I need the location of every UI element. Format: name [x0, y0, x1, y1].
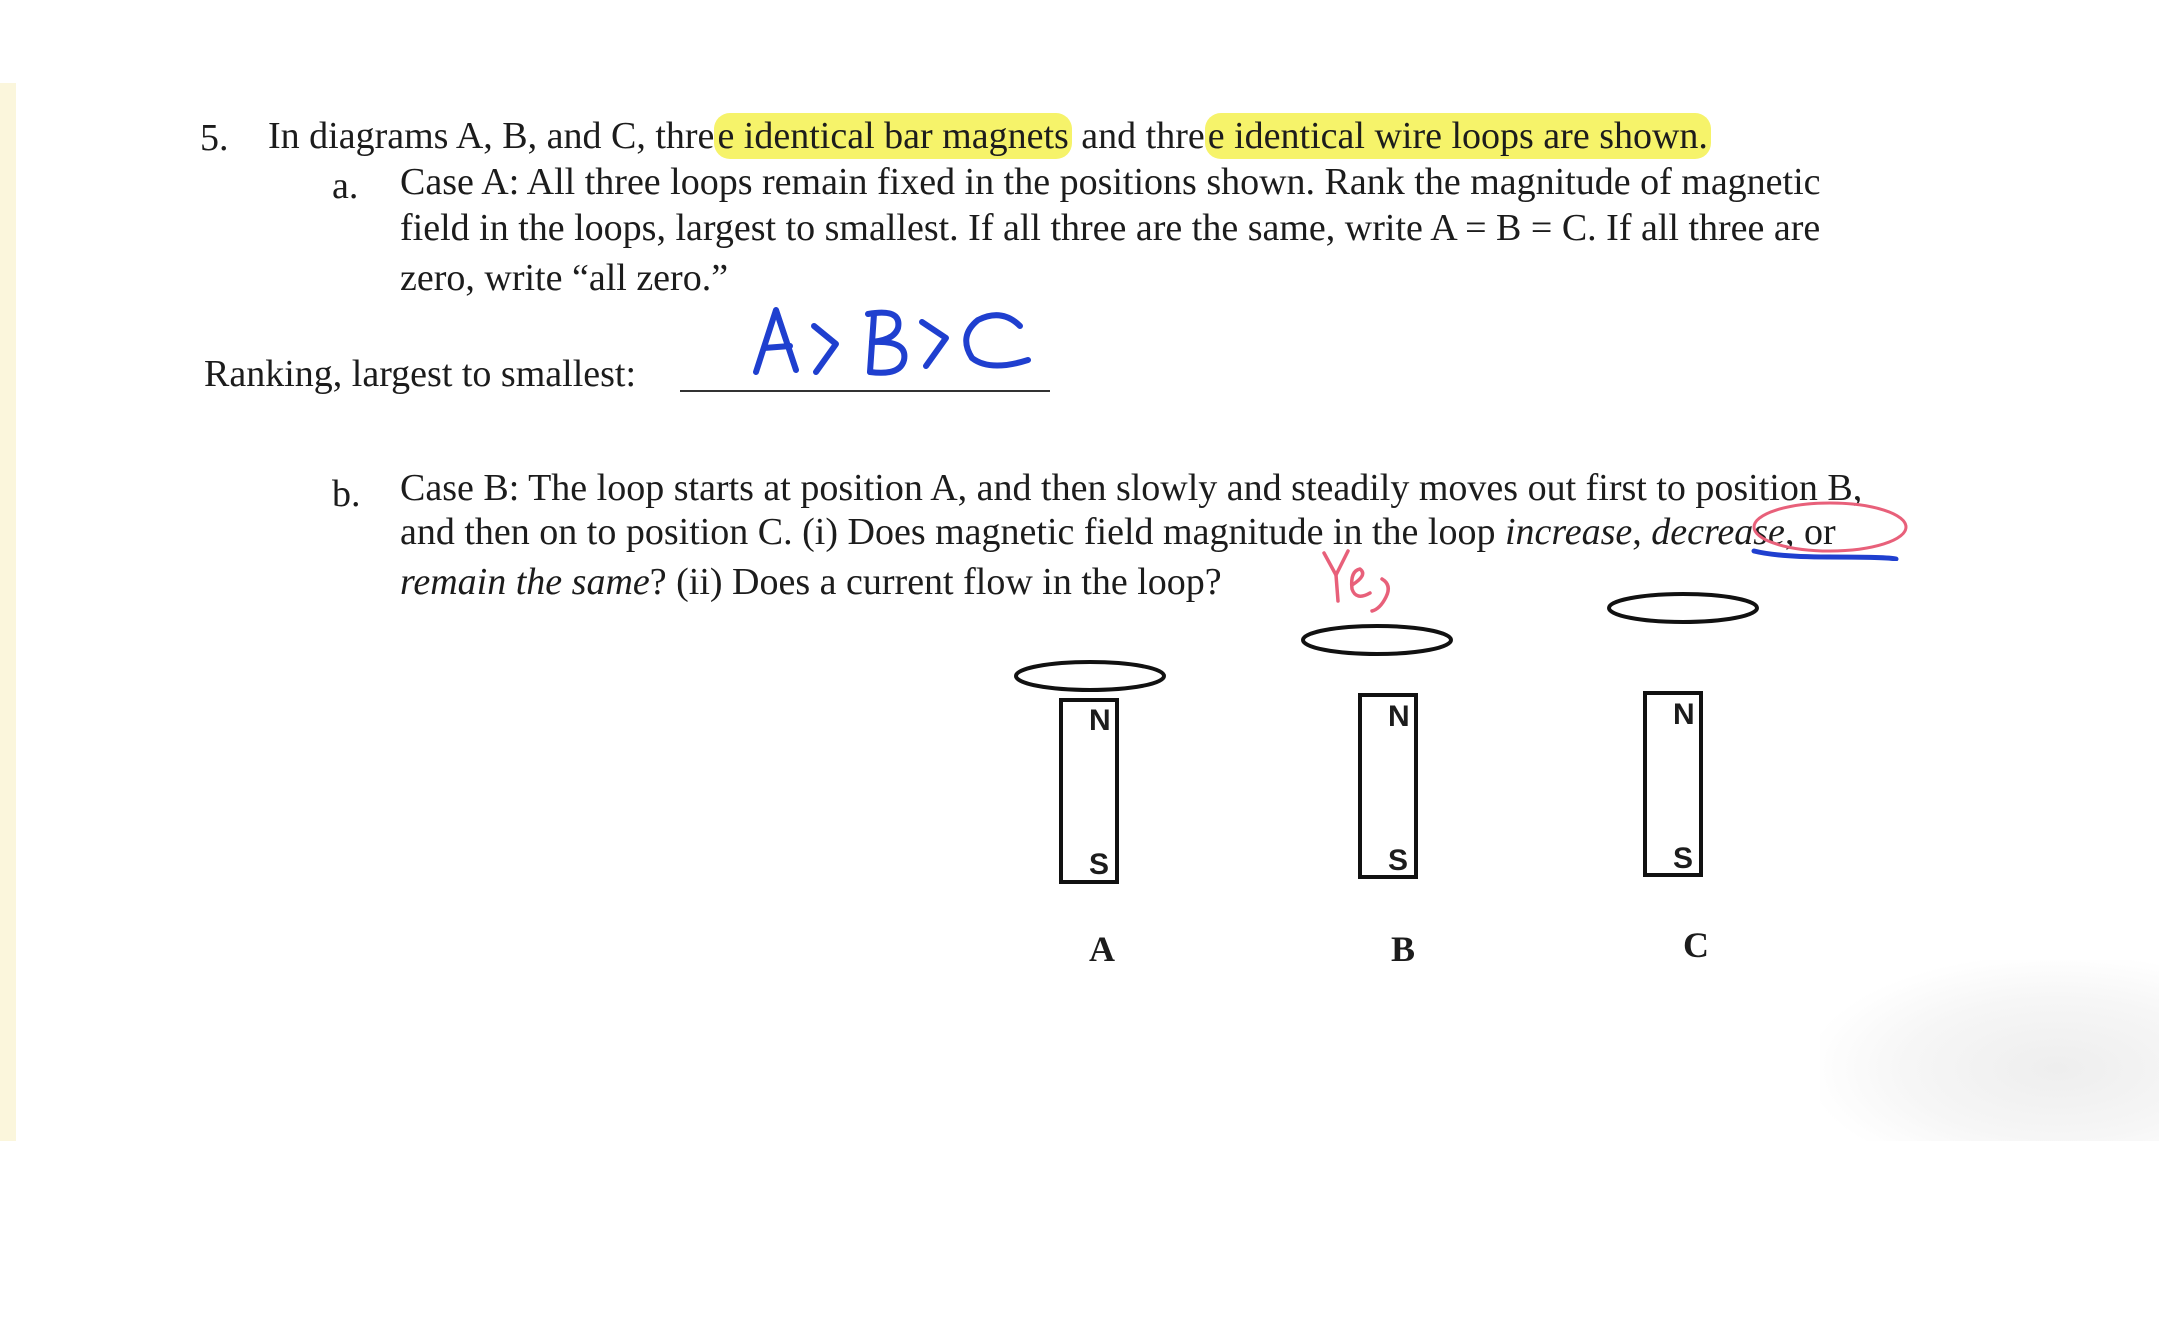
north-pole-b: N: [1388, 700, 1410, 733]
part-a-line3: zero, write “all zero.”: [400, 257, 729, 299]
diagram-label-c: C: [1683, 925, 1709, 965]
part-b-line2: and then on to position C. (i) Does magnetic field magnitude in the loop increase, decrease, or: [400, 511, 1836, 553]
part-b-letter: b.: [332, 473, 361, 515]
part-a-letter: a.: [332, 165, 359, 207]
south-pole-b: S: [1388, 844, 1409, 877]
part-b-line1: Case B: The loop starts at position A, and then slowly and steadily moves out first to position B,: [400, 467, 1863, 509]
diagram-b: [1303, 626, 1451, 877]
question-number: 5.: [200, 117, 229, 159]
diagram-c: [1609, 594, 1757, 875]
highlight-wire-loops: e identical wire loops are shown.: [1205, 113, 1711, 159]
wire-loop-b: [1303, 626, 1451, 654]
part-b-line3: remain the same? (ii) Does a current flow in the loop?: [400, 561, 1222, 603]
north-pole-c: N: [1673, 698, 1695, 731]
ranking-label: Ranking, largest to smallest:: [204, 353, 637, 395]
part-a-line2: field in the loops, largest to smallest. If all three are the same, write A = B = C. If all three are: [400, 207, 1821, 249]
question-intro: In diagrams A, B, and C, three identical bar magnets and three identical wire loops are shown.: [268, 114, 1711, 158]
wire-loop-c: [1609, 594, 1757, 622]
south-pole-a: S: [1089, 848, 1110, 881]
north-pole-a: N: [1089, 704, 1111, 737]
diagram-label-b: B: [1391, 929, 1416, 969]
south-pole-c: S: [1673, 842, 1694, 875]
wire-loop-a: [1016, 662, 1164, 690]
highlight-bar-magnets: e identical bar magnets: [714, 113, 1071, 159]
part-a-line1: Case A: All three loops remain fixed in the positions shown. Rank the magnitude of magnetic: [400, 161, 1821, 203]
diagram-label-a: A: [1089, 929, 1115, 969]
word-decrease: decrease: [1651, 511, 1785, 553]
